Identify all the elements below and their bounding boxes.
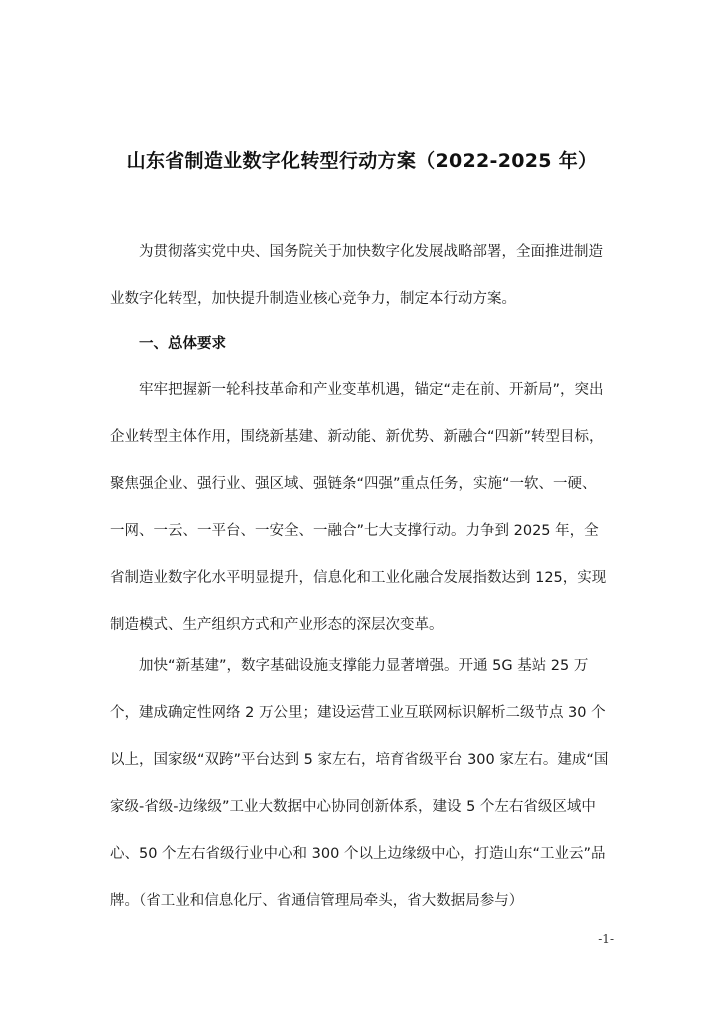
new-infrastructure-paragraph: 加快“新基建”，数字基础设施支撑能力显著增强。开通 5G 基站 25 万个，建成确定性网络 2 万公里；建设运营工业互联网标识解析二级节点 30 个以上，国家级“双跨”平台达到 5 家左右，培育省级平台 300 家左右。建成“国家级-省级-边缘级”工业大数据中心协同创新体系，建设 5 个左右省级区域中心、50 个左右省级行业中心和 300 个以上边缘级中心，打造山东“工业云”品牌。（省工业和信息化厅、省通信管理局牵头，省大数据局参与）: [110, 658, 609, 909]
section-heading: 一、总体要求: [139, 336, 226, 352]
document-title: 山东省制造业数字化转型行动方案（2022-2025 年）: [126, 150, 598, 172]
page-number: -1-: [598, 932, 614, 946]
intro-paragraph: 为贯彻落实党中央、国务院关于加快数字化发展战略部署，全面推进制造业数字化转型，加快提升制造业核心竞争力，制定本行动方案。: [110, 244, 603, 307]
requirements-paragraph: 牢牢把握新一轮科技革命和产业变革机遇，锚定“走在前、开新局”，突出企业转型主体作用，围绕新基建、新动能、新优势、新融合“四新”转型目标，聚焦强企业、强行业、强区域、强链条“四强”重点任务，实施“一软、一硬、一网、一云、一平台、一安全、一融合”七大支撑行动。力争到 2025 年，全省制造业数字化水平明显提升，信息化和工业化融合发展指数达到 125，实现制造模式、生产组织方式和产业形态的深层次变革。: [110, 382, 607, 633]
